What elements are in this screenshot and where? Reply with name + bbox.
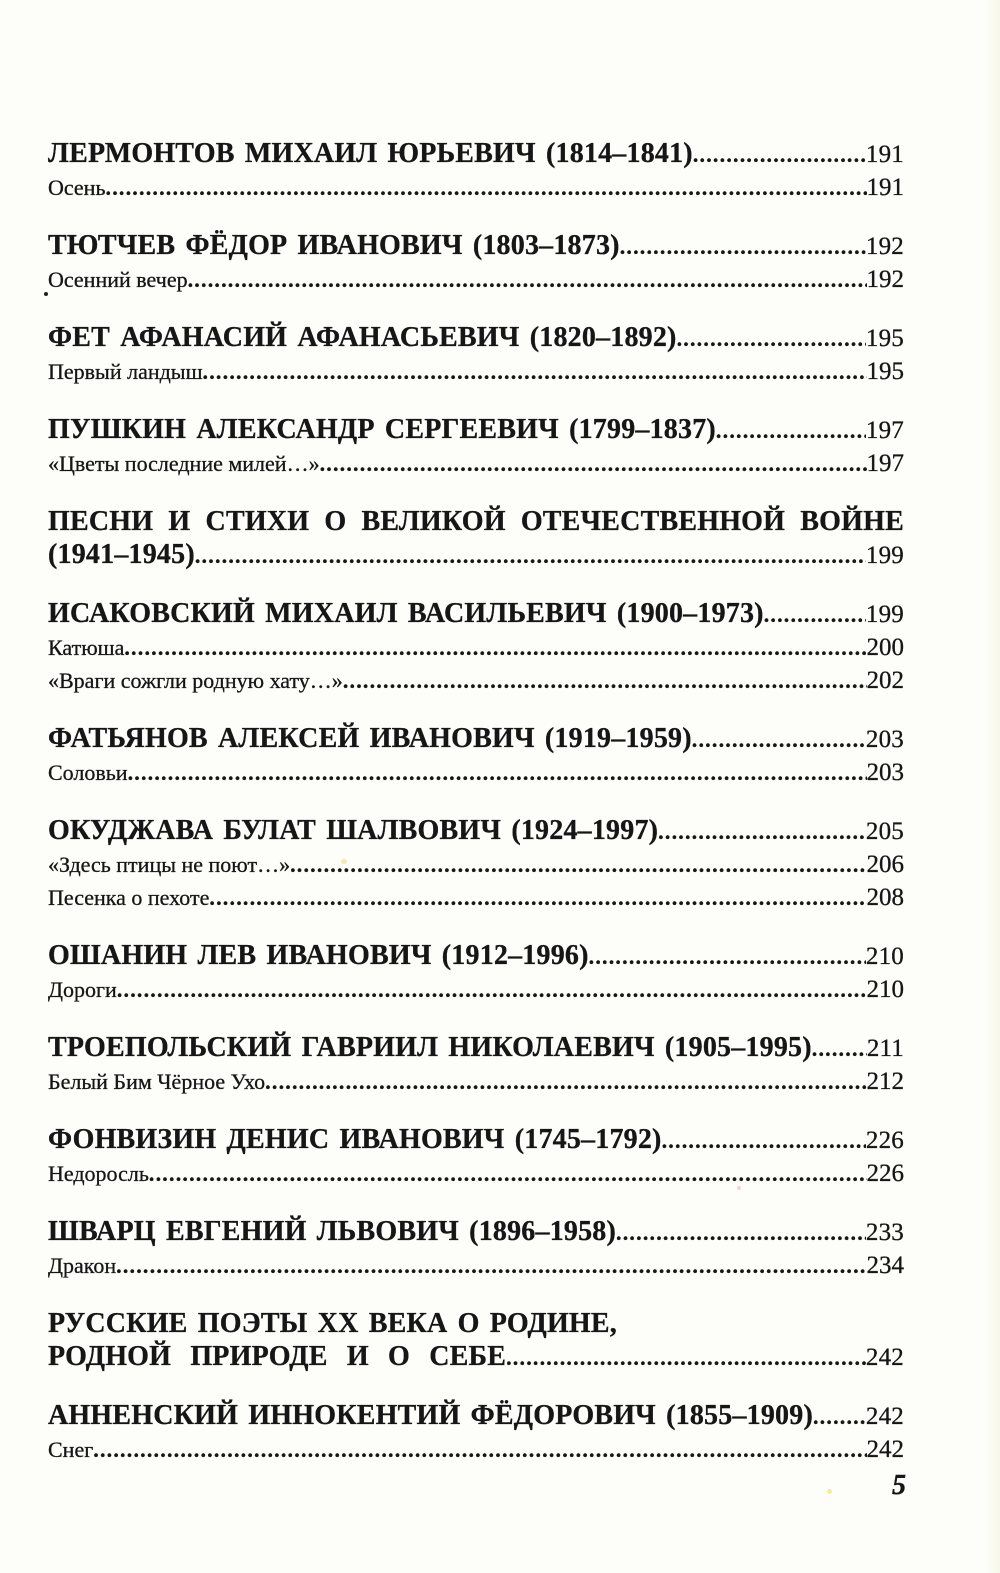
dot-leader [506,1341,866,1374]
toc-heading-row [48,597,904,631]
toc-heading-row [48,137,904,171]
toc-group [48,1031,904,1098]
entry-title: ЛЕРМОНТОВ МИХАИЛ ЮРЬЕВИЧ (1814–1841) [48,138,693,169]
toc-heading-row [48,229,904,263]
toc-item-row [48,263,904,296]
toc-heading-row [48,538,904,572]
page-number: 205 [865,818,904,845]
dot-leader [106,171,867,204]
dot-leader [320,447,867,480]
entry-title: ШВАРЦ ЕВГЕНИЙ ЛЬВОВИЧ (1896–1958) [48,1216,617,1247]
toc-item-row [48,1249,904,1282]
toc-heading-row [48,1215,904,1249]
entry-title: ОКУДЖАВА БУЛАТ ШАЛВОВИЧ (1924–1997) [48,815,659,846]
dot-leader [116,1249,866,1282]
toc-group [48,597,904,697]
page-number: 233 [865,1219,904,1246]
entry-title: Катюша [48,635,125,660]
toc-item-row [48,756,904,789]
entry-title: РОДНОЙ ПРИРОДЕ И О СЕБЕ [48,1341,507,1372]
page-number: 242 [865,1344,904,1371]
page-number: 210 [865,943,904,970]
entry-title: ТЮТЧЕВ ФЁДОР ИВАНОВИЧ (1803–1873) [48,230,620,261]
dot-leader [692,723,866,756]
page-number: 206 [866,851,904,878]
entry-title: Дракон [48,1253,117,1278]
toc-item-row [48,1065,904,1098]
toc-group [48,413,904,480]
toc-group [48,814,904,914]
table-of-contents [48,137,904,1491]
dot-leader [128,756,867,789]
page-number: 226 [865,1127,904,1154]
toc-group [48,1123,904,1190]
entry-title: ПУШКИН АЛЕКСАНДР СЕРГЕЕВИЧ (1799–1837) [48,414,716,445]
page-number: 208 [866,884,904,911]
page-number: 203 [865,726,904,753]
entry-title: ТРОЕПОЛЬСКИЙ ГАВРИИЛ НИКОЛАЕВИЧ (1905–1995) [48,1032,812,1063]
dot-leader [117,973,867,1006]
page-number-folio: 5 [892,1470,906,1501]
toc-group [48,229,904,296]
page-number: 192 [865,233,904,260]
entry-title: Песенка о пехоте [48,885,210,910]
dot-leader [677,322,866,355]
entry-title: Снег [48,1437,94,1462]
page-number: 195 [866,358,904,385]
toc-group [48,137,904,204]
toc-group [48,722,904,789]
dot-leader [813,1400,866,1433]
page-number: 192 [866,266,904,293]
entry-title: Дороги [48,977,117,1002]
toc-heading-row [48,722,904,756]
entry-title: ФАТЬЯНОВ АЛЕКСЕЙ ИВАНОВИЧ (1919–1959) [48,723,692,754]
toc-group [48,939,904,1006]
page-number: 210 [866,976,904,1003]
toc-item-row [48,171,904,204]
toc-item-row [48,664,904,697]
toc-heading-row: ПЕСНИ И СТИХИ О ВЕЛИКОЙ ОТЕЧЕСТВЕННОЙ ВОЙНЕ [48,506,904,537]
entry-title: Первый ландыш [48,359,203,384]
dot-leader [209,881,866,914]
toc-heading-row [48,1307,904,1340]
page-number: 242 [866,1436,904,1463]
toc-group [48,1307,904,1374]
entry-title: «Цветы последние милей…» [48,451,320,476]
dot-leader [343,664,867,697]
dot-leader [265,1065,866,1098]
toc-group [48,505,904,572]
toc-item-row [48,1433,904,1466]
dot-leader [93,1433,866,1466]
dot-leader [290,848,866,881]
entry-title: ФЕТ АФАНАСИЙ АФАНАСЬЕВИЧ (1820–1892) [48,322,677,353]
dot-leader [195,539,866,572]
dot-leader [658,815,866,848]
entry-title: Белый Бим Чёрное Ухо [48,1069,266,1094]
page-number: 197 [866,450,904,477]
toc-item-row [48,1157,904,1190]
entry-title: Осенний вечер [48,267,188,292]
toc-group [48,1399,904,1466]
toc-heading-row [48,1340,904,1374]
entry-title: (1941–1945) [48,539,195,570]
entry-title: Недоросль [48,1161,149,1186]
toc-item-row [48,881,904,914]
page-number: 199 [865,542,904,569]
dot-leader [620,230,866,263]
dot-leader [124,631,866,664]
page-number: 211 [866,1035,904,1062]
page-number: 234 [866,1252,904,1279]
toc-group [48,1215,904,1282]
entry-title: «Враги сожгли родную хату…» [48,668,343,693]
toc-heading-row [48,1399,904,1433]
page-number: 212 [866,1068,904,1095]
toc-group [48,321,904,388]
toc-heading-row [48,1123,904,1157]
dot-leader [764,598,866,631]
dot-leader [716,414,866,447]
toc-heading-row [48,939,904,973]
page-number: 195 [865,325,904,352]
page-number: 191 [865,141,904,168]
dot-leader [149,1157,867,1190]
page-number: 202 [866,667,904,694]
page-number: 191 [866,174,904,201]
entry-title: Осень [48,175,106,200]
toc-item-row [48,631,904,664]
toc-heading-row [48,814,904,848]
dot-leader [589,940,866,973]
toc-heading-row [48,1031,904,1065]
entry-title: ОШАНИН ЛЕВ ИВАНОВИЧ (1912–1996) [48,940,589,971]
page-number: 200 [866,634,904,661]
page-number: 203 [866,759,904,786]
entry-title: ИСАКОВСКИЙ МИХАИЛ ВАСИЛЬЕВИЧ (1900–1973) [48,598,764,629]
toc-item-row [48,355,904,388]
dot-leader [662,1124,866,1157]
page-number: 226 [866,1160,904,1187]
toc-item-row [48,973,904,1006]
page-number: 242 [865,1403,904,1430]
dot-leader [812,1032,867,1065]
dot-leader [616,1216,866,1249]
dot-leader [203,355,867,388]
entry-title: Соловьи [48,760,128,785]
entry-title: РУССКИЕ ПОЭТЫ XX ВЕКА О РОДИНЕ, [48,1308,617,1339]
entry-title: «Здесь птицы не поют…» [48,852,291,877]
toc-heading-row [48,413,904,447]
toc-item-row [48,848,904,881]
page-number: 197 [865,417,904,444]
page-number: 199 [865,601,904,628]
dot-leader [188,263,867,296]
entry-title: ФОНВИЗИН ДЕНИС ИВАНОВИЧ (1745–1792) [48,1124,662,1155]
entry-title: АННЕНСКИЙ ИННОКЕНТИЙ ФЁДОРОВИЧ (1855–1909) [48,1400,813,1431]
toc-item-row [48,447,904,480]
toc-heading-row [48,321,904,355]
dot-leader [693,138,866,171]
